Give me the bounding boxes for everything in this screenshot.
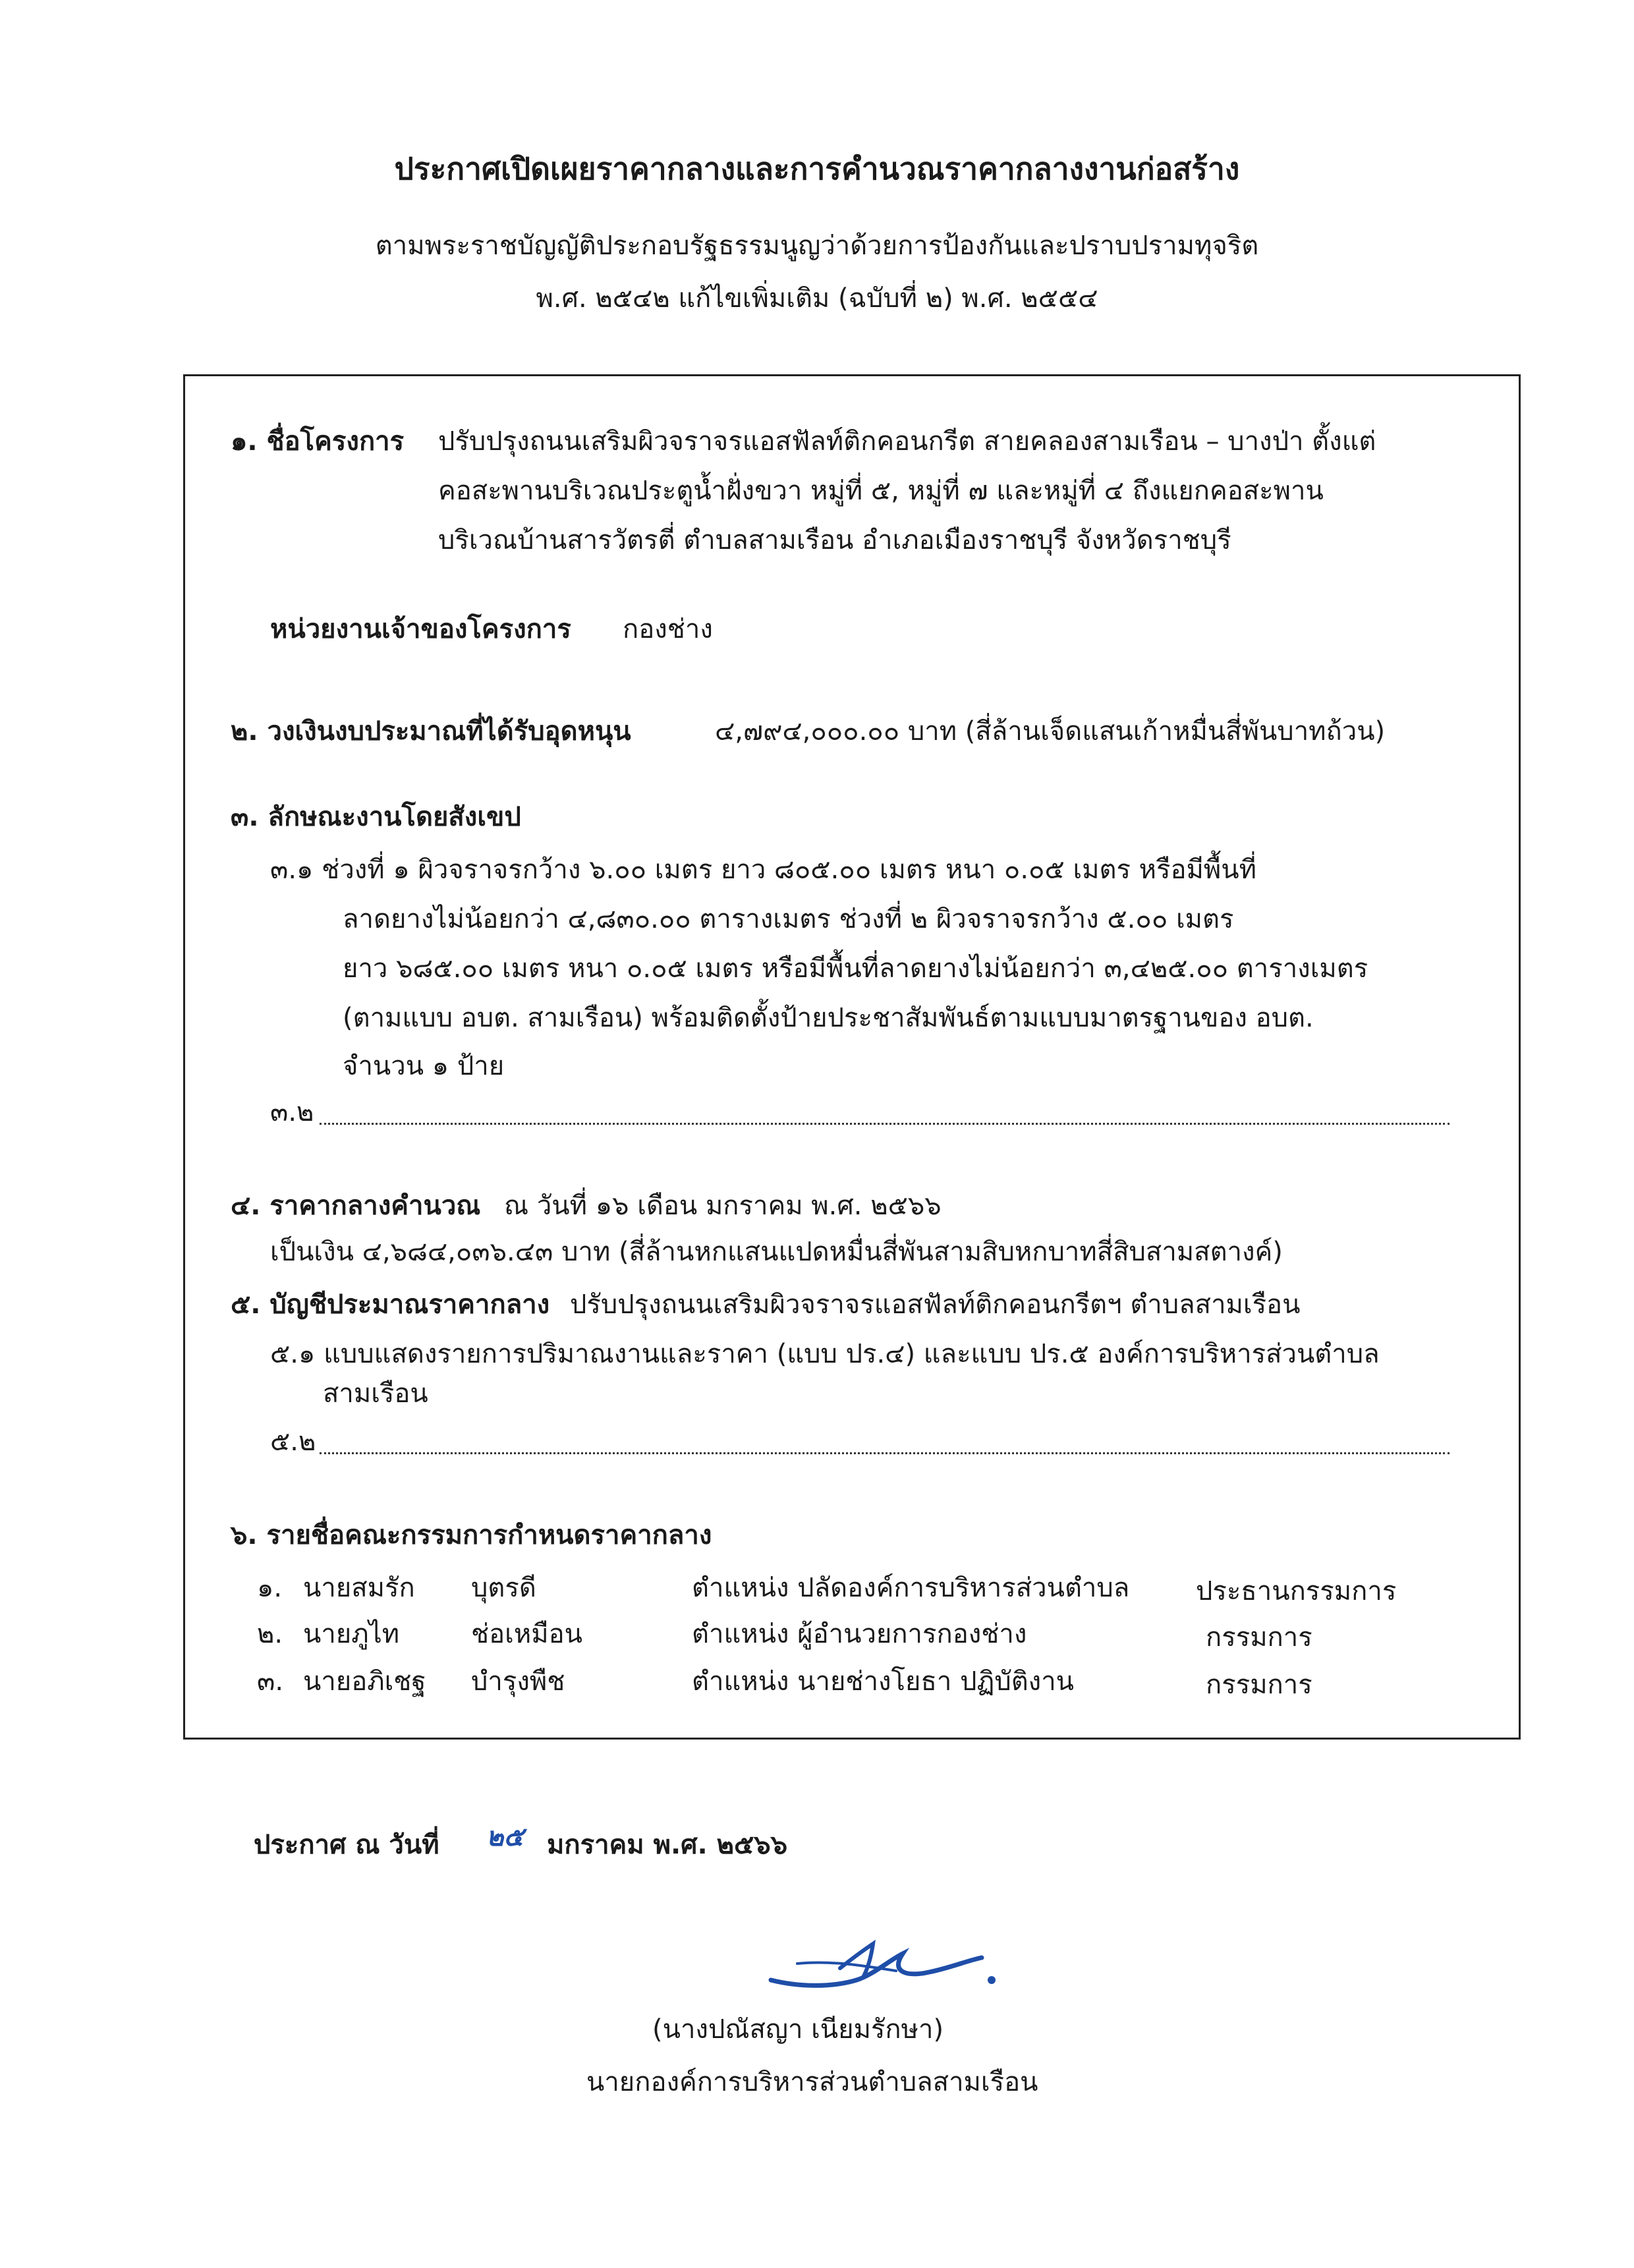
committee-member-no: ๓.: [257, 1666, 284, 1697]
committee-label: ๖. รายชื่อคณะกรรมการกำหนดราคากลาง: [231, 1520, 712, 1550]
work-summary-line1: ๓.๑ ช่วงที่ ๑ ผิวจราจรกว้าง ๖.๐๐ เมตร ยาว ๘๐๕.๐๐ เมตร หนา ๐.๐๕ เมตร หรือมีพื้นที่: [270, 855, 1256, 885]
committee-member-lastname: ช่อเหมือน: [471, 1619, 582, 1649]
median-price-date: ณ วันที่ ๑๖ เดือน มกราคม พ.ศ. ๒๕๖๖: [504, 1191, 942, 1221]
committee-member-role: กรรมการ: [1206, 1670, 1312, 1700]
work-summary-line5: จำนวน ๑ ป้าย: [343, 1051, 505, 1081]
project-name-line3: บริเวณบ้านสารวัตรตี่ ตำบลสามเรือน อำเภอเมืองราชบุรี จังหวัดราชบุรี: [438, 525, 1231, 555]
announce-date-prefix: ประกาศ ณ วันที่: [254, 1830, 439, 1860]
committee-member-role: ประธานกรรมการ: [1196, 1576, 1397, 1606]
announce-date-suffix: มกราคม พ.ศ. ๒๕๖๖: [547, 1830, 788, 1860]
work-summary-dotted-line: [320, 1123, 1450, 1125]
signer-name: (นางปณัสญา เนียมรักษา): [652, 2014, 944, 2045]
price-estimate-label: ๕. บัญชีประมาณราคากลาง: [231, 1290, 550, 1320]
committee-member-position: ตำแหน่ง ปลัดองค์การบริหารส่วนตำบล: [692, 1573, 1130, 1603]
price-estimate-item-5-1: ๕.๑ แบบแสดงรายการปริมาณงานและราคา (แบบ ปร.๔) และแบบ ปร.๕ องค์การบริหารส่วนตำบล: [270, 1339, 1380, 1369]
budget-value: ๔,๗๙๔,๐๐๐.๐๐ บาท (สี่ล้านเจ็ดแสนเก้าหมื่นสี่พันบาทถ้วน): [715, 716, 1386, 747]
work-summary-item-3-2: ๓.๒: [270, 1097, 314, 1127]
page-subtitle-law: ตามพระราชบัญญัติประกอบรัฐธรรมนูญว่าด้วยการป้องกันและปราบปรามทุจริต: [375, 231, 1259, 261]
budget-label: ๒. วงเงินงบประมาณที่ได้รับอุดหนุน: [231, 716, 631, 747]
price-estimate-dotted-line: [320, 1452, 1450, 1454]
median-price-amount: เป็นเงิน ๔,๖๘๔,๐๓๖.๔๓ บาท (สี่ล้านหกแสนแปดหมื่นสี่พันสามสิบหกบาทสี่สิบสามสตางค์): [270, 1237, 1283, 1267]
price-estimate-value: ปรับปรุงถนนเสริมผิวจราจรแอสฟัลท์ติกคอนกรีตฯ ตำบลสามเรือน: [570, 1290, 1301, 1320]
committee-member-lastname: บำรุงพืช: [471, 1666, 565, 1697]
committee-member-firstname: นายสมรัก: [303, 1573, 415, 1603]
project-name-label: ๑. ชื่อโครงการ: [231, 426, 405, 457]
project-name-line2: คอสะพานบริเวณประตูน้ำฝั่งขวา หมู่ที่ ๕, หมู่ที่ ๗ และหมู่ที่ ๔ ถึงแยกคอสะพาน: [438, 476, 1324, 506]
signature-image: [758, 1914, 1008, 2006]
committee-member-firstname: นายภูไท: [303, 1619, 400, 1649]
announce-date-day: ๒๕: [486, 1822, 524, 1852]
committee-member-no: ๒.: [257, 1619, 283, 1649]
price-estimate-item-5-2: ๕.๒: [270, 1427, 316, 1457]
signer-position: นายกองค์การบริหารส่วนตำบลสามเรือน: [586, 2067, 1038, 2097]
work-summary-label: ๓. ลักษณะงานโดยสังเขป: [231, 802, 521, 832]
page-title: ประกาศเปิดเผยราคากลางและการคำนวณราคากลางงานก่อสร้าง: [394, 151, 1240, 186]
project-owner-value: กองช่าง: [623, 614, 713, 644]
committee-member-lastname: บุตรดี: [471, 1573, 536, 1603]
project-name-line1: ปรับปรุงถนนเสริมผิวจราจรแอสฟัลท์ติกคอนกรีต สายคลองสามเรือน – บางป่า ตั้งแต่: [438, 426, 1376, 457]
committee-member-role: กรรมการ: [1206, 1622, 1312, 1653]
work-summary-line4: (ตามแบบ อบต. สามเรือน) พร้อมติดตั้งป้ายประชาสัมพันธ์ตามแบบมาตรฐานของ อบต.: [343, 1003, 1314, 1033]
committee-member-no: ๑.: [257, 1573, 283, 1603]
committee-member-position: ตำแหน่ง ผู้อำนวยการกองช่าง: [692, 1619, 1027, 1649]
work-summary-line3: ยาว ๖๘๕.๐๐ เมตร หนา ๐.๐๕ เมตร หรือมีพื้นที่ลาดยางไม่น้อยกว่า ๓,๔๒๕.๐๐ ตารางเมตร: [343, 953, 1368, 984]
project-owner-label: หน่วยงานเจ้าของโครงการ: [270, 614, 571, 644]
page-subtitle-year: พ.ศ. ๒๕๔๒ แก้ไขเพิ่มเติม (ฉบับที่ ๒) พ.ศ. ๒๕๕๔: [536, 283, 1098, 314]
committee-member-firstname: นายอภิเชฐ: [303, 1666, 426, 1697]
median-price-label: ๔. ราคากลางคำนวณ: [231, 1191, 481, 1221]
price-estimate-item-5-1-cont: สามเรือน: [323, 1378, 428, 1409]
committee-member-position: ตำแหน่ง นายช่างโยธา ปฏิบัติงาน: [692, 1666, 1075, 1697]
work-summary-line2: ลาดยางไม่น้อยกว่า ๔,๘๓๐.๐๐ ตารางเมตร ช่วงที่ ๒ ผิวจราจรกว้าง ๕.๐๐ เมตร: [343, 904, 1234, 934]
